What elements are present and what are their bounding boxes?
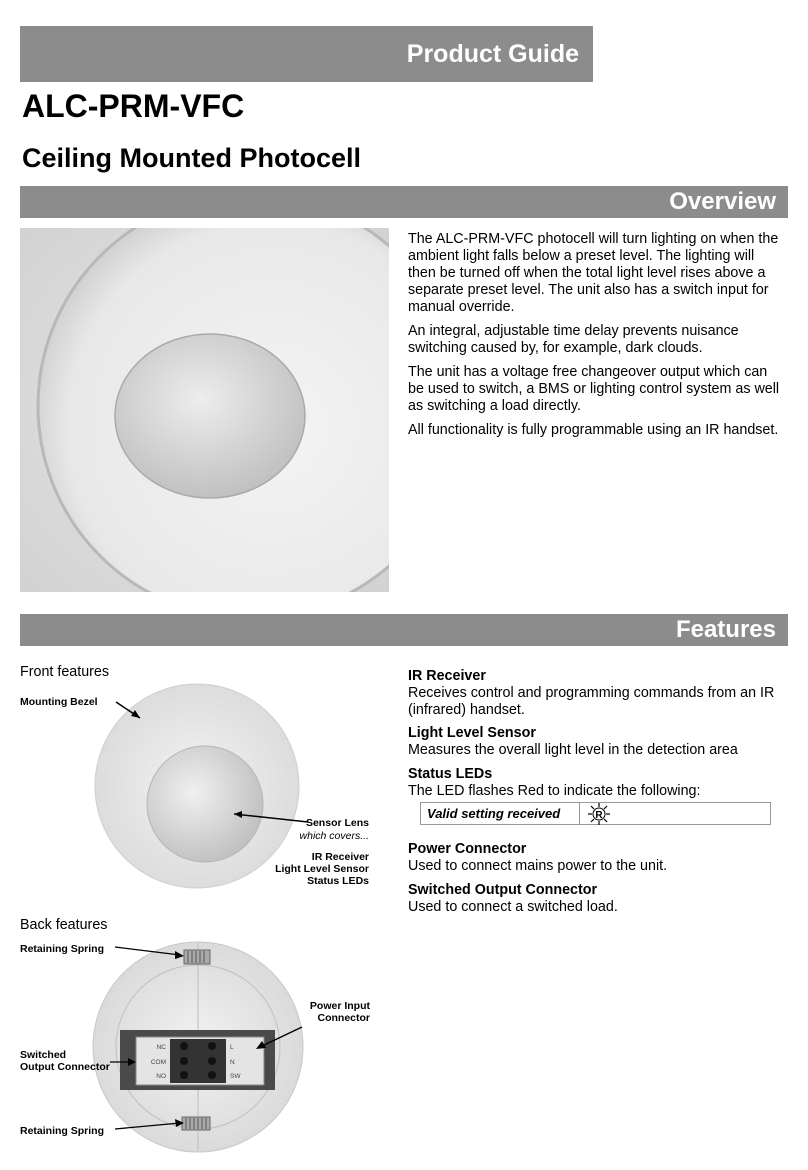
feature-light-level-sensor — [408, 725, 788, 759]
front-features-caption: Front features — [20, 664, 109, 680]
switched-label: Switched — [20, 1049, 67, 1061]
feature-title: Switched Output Connector — [408, 882, 598, 898]
led-status-table — [420, 802, 771, 825]
feature-text: The LED flashes Red to indicate the following: — [408, 783, 701, 799]
overview-heading: Overview — [669, 188, 776, 215]
feature-power-connector — [408, 841, 788, 875]
power-input-label: Power Input — [309, 1000, 370, 1012]
terminal-label-no: NO — [156, 1073, 166, 1080]
feature-switched-output-connector — [408, 882, 788, 916]
status-leds-label: Status LEDs — [307, 875, 369, 887]
sensor-lens-label: Sensor Lens — [305, 817, 369, 829]
red-led-flash-icon — [586, 803, 612, 825]
feature-title: Power Connector — [408, 841, 527, 857]
output-connector-label: Output Connector — [20, 1061, 110, 1073]
led-letter: R — [595, 809, 603, 821]
feature-text: Used to connect mains power to the unit. — [408, 858, 668, 874]
product-model: ALC-PRM-VFC — [22, 88, 245, 124]
features-heading: Features — [675, 616, 776, 643]
overview-text — [408, 231, 783, 446]
features-section-bar — [20, 614, 788, 646]
banner-title: Product Guide — [406, 39, 579, 68]
terminal-label-n: N — [230, 1059, 235, 1066]
retaining-spring-bottom-label: Retaining Spring — [20, 1125, 104, 1137]
feature-text: Measures the overall light level in the detection area — [408, 742, 738, 758]
feature-title: Light Level Sensor — [408, 725, 536, 741]
terminal-label-sw: SW — [230, 1073, 241, 1080]
overview-paragraph: All functionality is fully programmable using an IR handset. — [408, 422, 779, 438]
led-condition-cell: Valid setting received — [421, 803, 580, 824]
feature-title: IR Receiver — [408, 668, 486, 684]
back-features-caption: Back features — [20, 917, 108, 933]
overview-paragraph: The ALC-PRM-VFC photocell will turn lighting on when the ambient light falls below a preset level. The lighting will then be turned off when the total light level rises above a separate preset level. The unit also has a switch input for manual override. — [408, 231, 779, 315]
terminal-label-l: L — [230, 1044, 234, 1051]
feature-status-leds — [408, 766, 788, 800]
product-subtitle: Ceiling Mounted Photocell — [22, 143, 361, 173]
terminal-label-com: COM — [150, 1059, 166, 1066]
ir-receiver-label: IR Receiver — [311, 851, 369, 863]
feature-text: Receives control and programming commands from an IR (infrared) handset. — [408, 685, 775, 718]
product-guide-banner — [20, 26, 593, 82]
which-covers-label: which covers... — [299, 830, 369, 842]
overview-paragraph: An integral, adjustable time delay prevents nuisance switching caused by, for example, dark clouds. — [408, 323, 739, 356]
power-connector-label: Connector — [317, 1012, 370, 1024]
led-indicator-cell — [580, 803, 770, 824]
feature-title: Status LEDs — [408, 766, 493, 782]
feature-text: Used to connect a switched load. — [408, 899, 618, 915]
retaining-spring-top-label: Retaining Spring — [20, 943, 104, 955]
overview-paragraph: The unit has a voltage free changeover output which can be used to switch, a BMS or lighting control system as well as switching a load directly. — [408, 364, 780, 414]
terminal-label-nc: NC — [156, 1044, 166, 1051]
ceiling-photocell-illustration — [20, 228, 389, 592]
overview-section-bar — [20, 186, 788, 218]
mounting-bezel-label: Mounting Bezel — [20, 696, 98, 708]
light-level-sensor-label: Light Level Sensor — [275, 863, 369, 875]
product-photo — [20, 228, 389, 592]
feature-ir-receiver — [408, 668, 788, 719]
